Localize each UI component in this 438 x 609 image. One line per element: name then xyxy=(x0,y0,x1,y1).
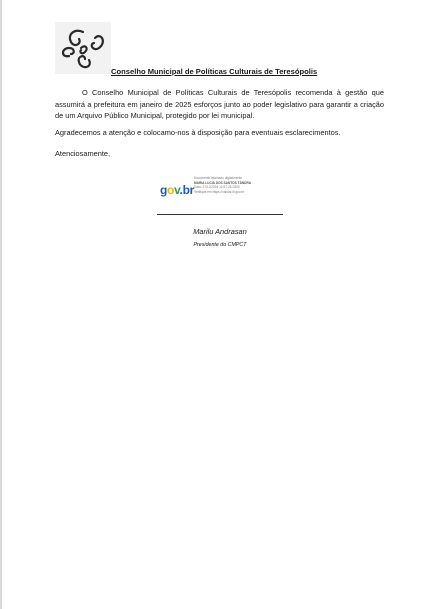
signer-role: Presidente do CMPCT xyxy=(193,242,247,248)
signature-date: Data: 27/11/2024 12:57:26-0300 xyxy=(194,185,240,190)
signature-verify-link: Verifique em https://validar.iti.gov.br xyxy=(194,189,245,194)
digital-signature-stamp xyxy=(160,176,290,206)
page-title: Conselho Municipal de Políticas Culturais de Teresópolis xyxy=(111,67,318,76)
signer-name: Marilu Andrasan xyxy=(193,227,247,236)
closing-salutation: Atenciosamente, xyxy=(55,149,111,158)
signature-details xyxy=(194,176,290,194)
signature-signer: MARIA LUCIA DOS SANTOS TÂNDRA xyxy=(194,180,252,185)
page-edge xyxy=(0,0,2,609)
govbr-logo: gov.br xyxy=(160,183,194,197)
council-logo-icon xyxy=(55,22,111,74)
signature-line-1: Documento assinado digitalmente xyxy=(194,176,243,180)
paragraph-thanks: Agradecemos a atenção e colocamo-nos à disposição para eventuais esclarecimentos. xyxy=(55,128,341,137)
signature-line xyxy=(157,214,283,215)
paragraph-recommendation: O Conselho Municipal de Políticas Culturais de Teresópolis recomenda à gestão que assumirá a prefeitura em janeiro de 2025 esforços junto ao poder legislativo para garantir a criação de um Arquivo Público Municipal, protegido por lei municipal. xyxy=(55,88,384,120)
